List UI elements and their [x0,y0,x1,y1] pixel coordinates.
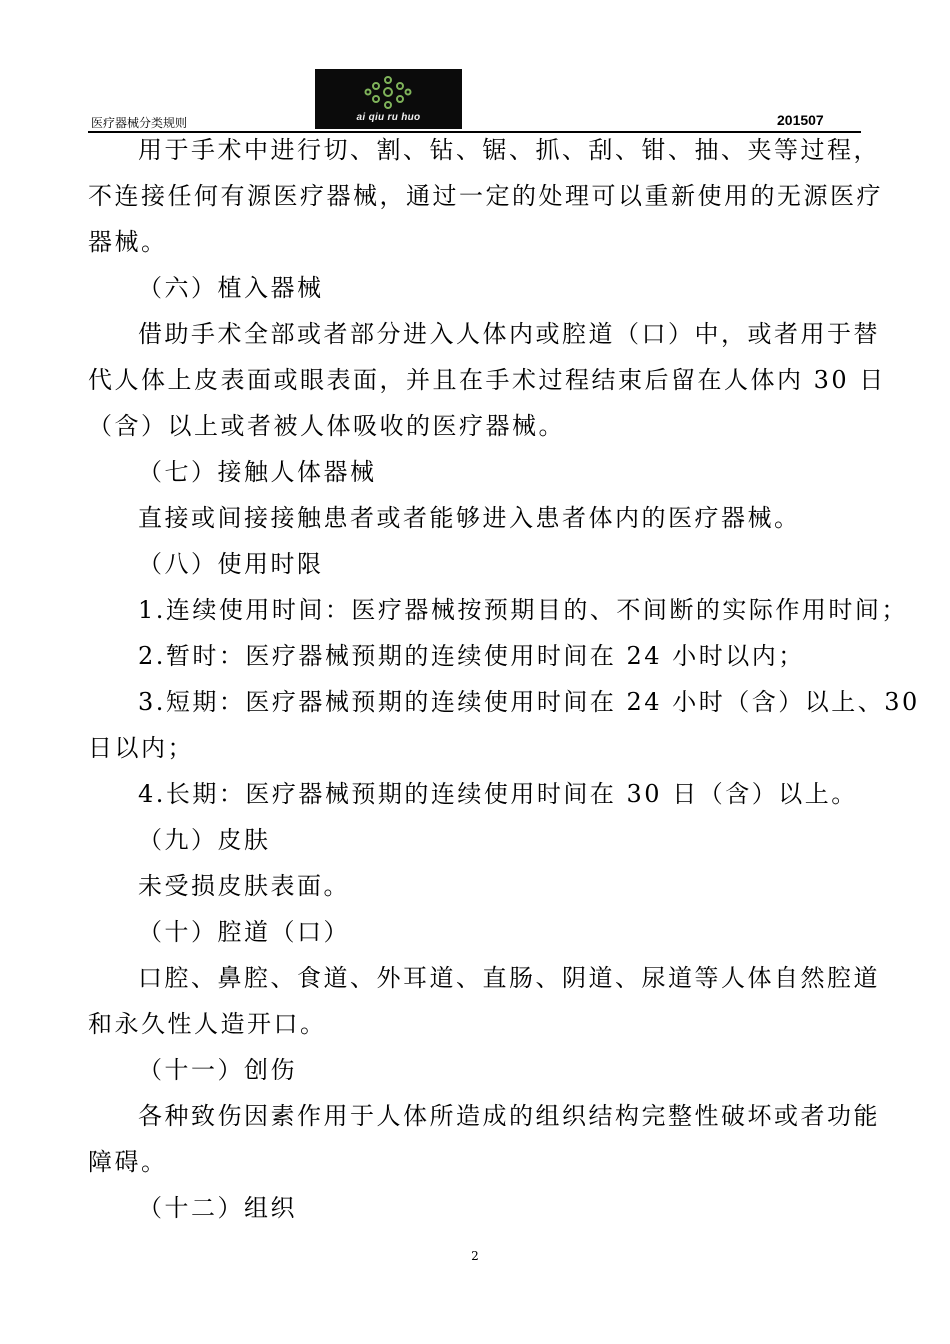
section-heading: （九）皮肤 [138,826,271,854]
section-heading: （十二）组织 [138,1194,297,1222]
paragraph-line: 各种致伤因素作用于人体所造成的组织结构完整性破坏或者功能 [138,1102,880,1130]
paragraph-line: 3.短期：医疗器械预期的连续使用时间在 24 小时（含）以上、30 [138,688,920,716]
paragraph-line: 借助手术全部或者部分进入人体内或腔道（口）中，或者用于替 [138,320,880,348]
paragraph-line: 4.长期：医疗器械预期的连续使用时间在 30 日（含）以上。 [138,780,858,808]
section-heading: （六）植入器械 [138,274,324,302]
paragraph-line: 未受损皮肤表面。 [138,872,350,900]
leaf-tree-icon [363,72,413,112]
paragraph-line: 口腔、鼻腔、食道、外耳道、直肠、阴道、尿道等人体自然腔道 [138,964,880,992]
paragraph-line: 日以内； [88,734,194,762]
section-heading: （十）腔道（口） [138,918,350,946]
paragraph-line: 障碍。 [88,1148,168,1176]
paragraph-line: 2.暂时：医疗器械预期的连续使用时间在 24 小时以内； [138,642,805,670]
logo-text: ai qiu ru huo [356,112,421,123]
header-title: 医疗器械分类规则 [91,116,188,130]
paragraph-line: 用于手术中进行切、割、钻、锯、抓、刮、钳、抽、夹等过程， [138,136,880,164]
section-heading: （七）接触人体器械 [138,458,377,486]
page-number: 2 [471,1249,479,1263]
paragraph-line: 1.连续使用时间：医疗器械按预期目的、不间断的实际作用时间； [138,596,908,624]
paragraph-line: 不连接任何有源医疗器械，通过一定的处理可以重新使用的无源医疗 [88,182,883,210]
paragraph-line: 直接或间接接触患者或者能够进入患者体内的医疗器械。 [138,504,801,532]
section-heading: （十一）创伤 [138,1056,297,1084]
logo [315,69,462,129]
paragraph-line: （含）以上或者被人体吸收的医疗器械。 [88,412,565,440]
paragraph-line: 器械。 [88,228,168,256]
paragraph-line: 代人体上皮表面或眼表面，并且在手术过程结束后留在人体内 30 日 [88,366,886,394]
paragraph-line: 和永久性人造开口。 [88,1010,327,1038]
header-code: 201507 [777,112,824,128]
section-heading: （八）使用时限 [138,550,324,578]
